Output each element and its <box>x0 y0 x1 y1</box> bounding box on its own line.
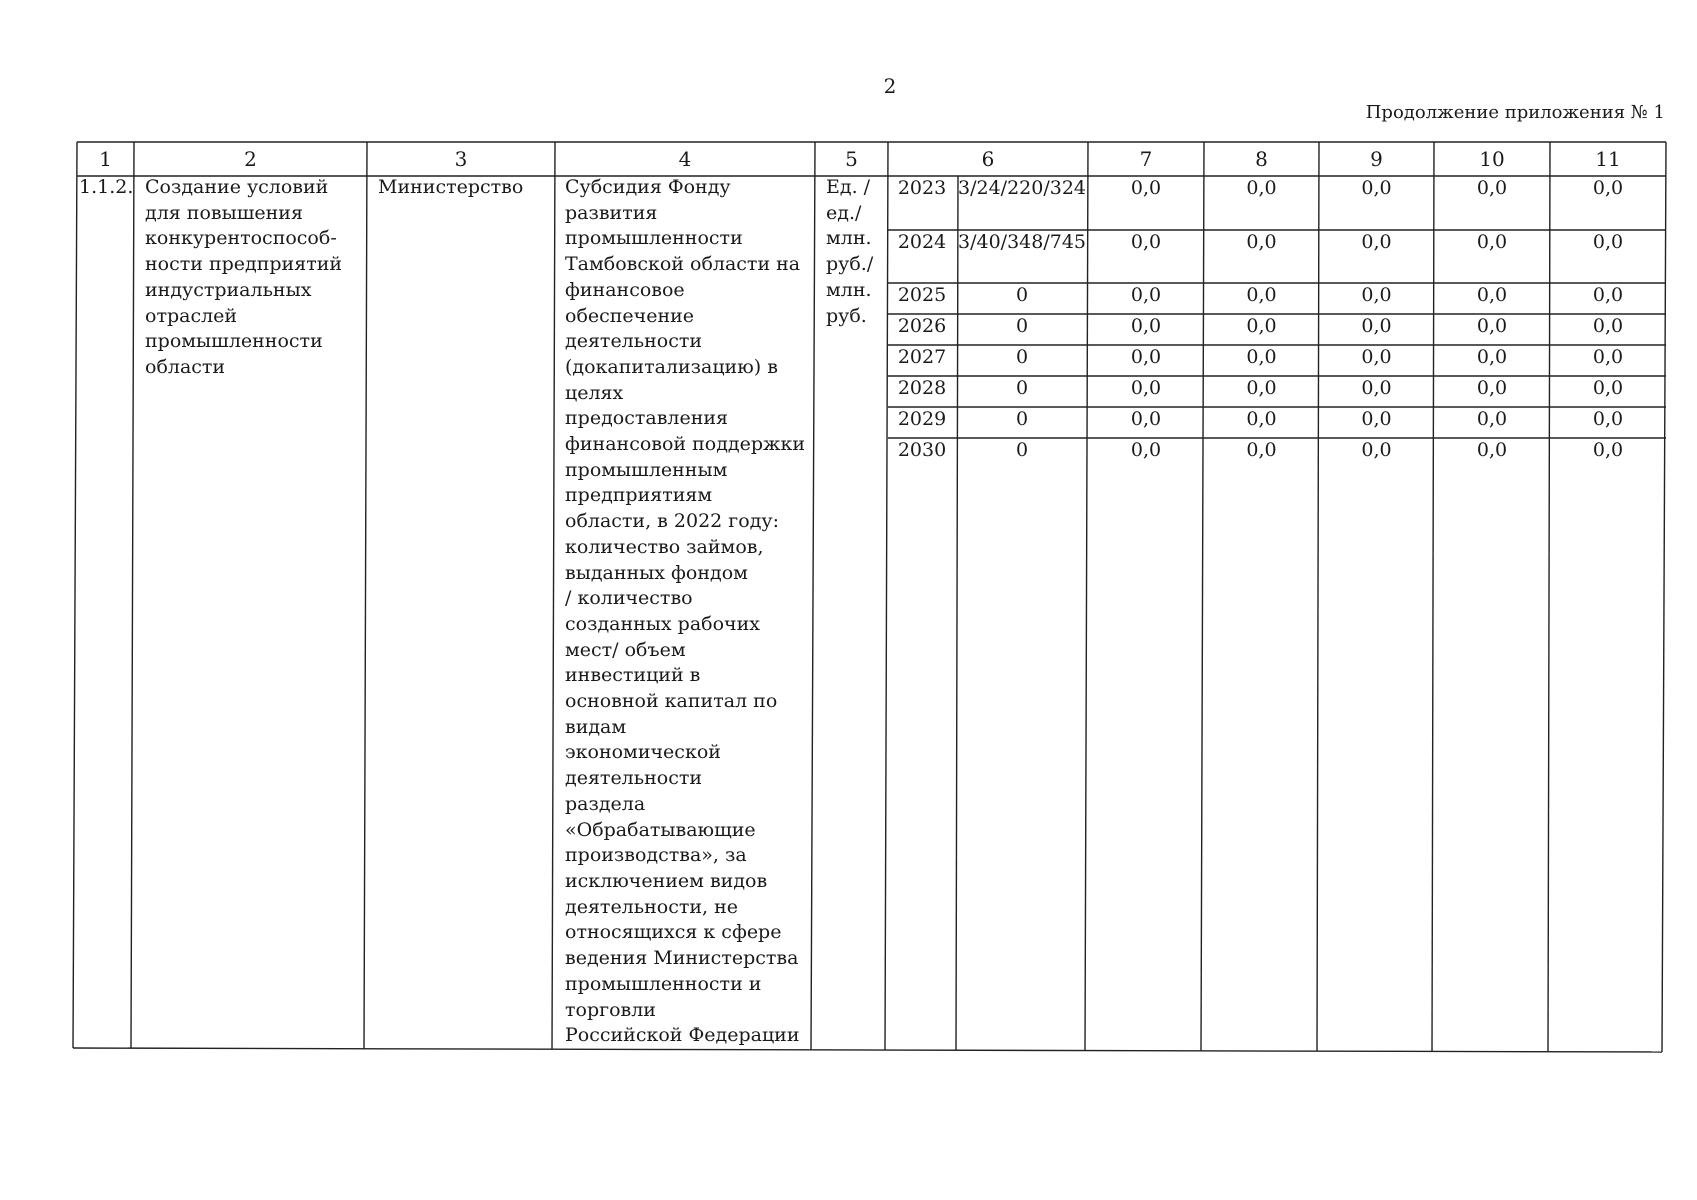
value-2024-col10: 0,0 <box>1476 231 1508 253</box>
year-2023: 2023 <box>897 177 947 199</box>
row-goal: Создание условий для повышения конкурентоспособ- ности предприятий индустриальных отраслей промышленности области <box>145 176 343 378</box>
value-2026-col7: 0,0 <box>1130 315 1162 337</box>
planned-value-2029: 0 <box>1015 408 1029 430</box>
value-2029-col7: 0,0 <box>1130 408 1162 430</box>
value-2025-col9: 0,0 <box>1361 284 1392 306</box>
row-executor: Министерство <box>378 176 524 198</box>
value-2027-col10: 0,0 <box>1476 346 1508 368</box>
value-2025-col8: 0,0 <box>1246 284 1277 306</box>
planned-value-2025: 0 <box>1015 284 1029 306</box>
row-measure-description: Субсидия Фонду развития промышленности Тамбовской области на финансовое обеспечение деятельности (докапитализацию) в целях предоставления финансовой поддержки промышленным предприятиям области, в 2022 году: количество займов, выданных фондом / количество созданных рабочих мест/ объем инвестиций в основной капитал по видам экономической деятельности раздела «Обрабатывающие производства», за исключением видов деятельности, не относящихся к сфере ведения Министерства промышленности и торговли Российской Федерации <box>565 176 806 1047</box>
row-unit: Ед. / ед./ млн. руб./ млн. руб. <box>826 176 874 327</box>
header-col-1: 1 <box>99 147 112 171</box>
value-2025-col10: 0,0 <box>1476 284 1508 306</box>
header-col-5: 5 <box>845 147 858 171</box>
value-2029-col8: 0,0 <box>1246 408 1277 430</box>
value-2030-col11: 0,0 <box>1592 439 1624 461</box>
value-2028-col10: 0,0 <box>1476 377 1508 399</box>
header-col-6: 6 <box>981 147 995 171</box>
header-col-3: 3 <box>454 147 468 171</box>
value-2024-col8: 0,0 <box>1246 231 1277 253</box>
value-2029-col9: 0,0 <box>1361 408 1392 430</box>
value-2025-col7: 0,0 <box>1130 284 1162 306</box>
header-col-11: 11 <box>1595 147 1621 171</box>
header-col-8: 8 <box>1255 147 1268 171</box>
planned-value-2030: 0 <box>1015 439 1029 461</box>
value-2027-col7: 0,0 <box>1130 346 1162 368</box>
year-2025: 2025 <box>897 284 947 306</box>
header-col-9: 9 <box>1370 147 1383 171</box>
value-2029-col11: 0,0 <box>1592 408 1624 430</box>
header-col-2: 2 <box>244 147 257 171</box>
value-2028-col9: 0,0 <box>1361 377 1392 399</box>
value-2028-col7: 0,0 <box>1130 377 1162 399</box>
planned-value-2023: 3/24/220/324 <box>958 177 1086 199</box>
value-2023-col10: 0,0 <box>1476 177 1508 199</box>
page-number: 2 <box>883 74 897 98</box>
year-2024: 2024 <box>897 231 947 253</box>
value-2030-col9: 0,0 <box>1361 439 1392 461</box>
year-2029: 2029 <box>897 408 947 430</box>
value-2027-col8: 0,0 <box>1246 346 1277 368</box>
value-2027-col11: 0,0 <box>1592 346 1624 368</box>
value-2026-col8: 0,0 <box>1246 315 1277 337</box>
year-2027: 2027 <box>897 346 947 368</box>
value-2028-col11: 0,0 <box>1592 377 1624 399</box>
value-2023-col11: 0,0 <box>1592 177 1624 199</box>
planned-value-2028: 0 <box>1015 377 1029 399</box>
year-2026: 2026 <box>897 315 947 337</box>
year-2030: 2030 <box>897 439 947 461</box>
value-2029-col10: 0,0 <box>1476 408 1508 430</box>
value-2030-col7: 0,0 <box>1130 439 1162 461</box>
header-col-10: 10 <box>1479 147 1505 171</box>
year-2028: 2028 <box>897 377 947 399</box>
value-2023-col9: 0,0 <box>1361 177 1392 199</box>
value-2030-col8: 0,0 <box>1246 439 1277 461</box>
value-2026-col9: 0,0 <box>1361 315 1392 337</box>
value-2025-col11: 0,0 <box>1592 284 1624 306</box>
value-2024-col11: 0,0 <box>1592 231 1624 253</box>
value-2023-col8: 0,0 <box>1246 177 1277 199</box>
planned-value-2026: 0 <box>1015 315 1029 337</box>
planned-value-2024: 3/40/348/745 <box>958 231 1086 253</box>
value-2024-col9: 0,0 <box>1361 231 1392 253</box>
appendix-continuation-note: Продолжение приложения № 1 <box>1365 102 1665 123</box>
value-2023-col7: 0,0 <box>1130 177 1162 199</box>
value-2030-col10: 0,0 <box>1476 439 1508 461</box>
planned-value-2027: 0 <box>1015 346 1029 368</box>
header-col-4: 4 <box>678 147 692 171</box>
header-col-7: 7 <box>1139 147 1153 171</box>
row-code: 1.1.2. <box>79 176 134 198</box>
value-2026-col10: 0,0 <box>1476 315 1508 337</box>
value-2028-col8: 0,0 <box>1246 377 1277 399</box>
value-2024-col7: 0,0 <box>1130 231 1162 253</box>
value-2027-col9: 0,0 <box>1361 346 1392 368</box>
value-2026-col11: 0,0 <box>1592 315 1624 337</box>
